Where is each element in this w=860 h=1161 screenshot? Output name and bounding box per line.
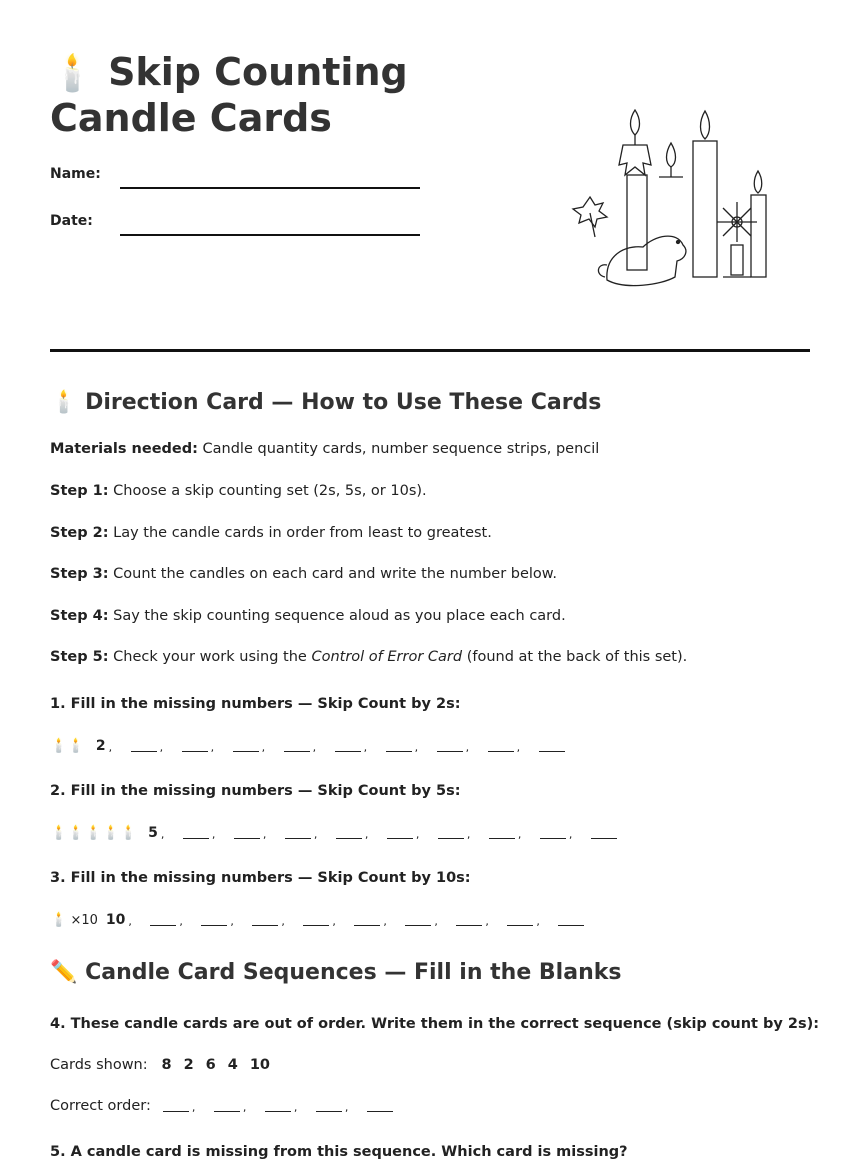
comma: , — [262, 828, 267, 841]
step-text: Say the skip counting sequence aloud as you place each card. — [108, 608, 566, 624]
comma: , — [230, 915, 234, 928]
card-value: 4 — [227, 1057, 238, 1073]
comma: , — [179, 915, 183, 928]
blank-group — [131, 741, 565, 754]
answer-blank[interactable] — [201, 924, 227, 926]
candle-illustration — [565, 105, 780, 295]
question-1-sequence — [50, 738, 565, 754]
answer-blank[interactable] — [438, 837, 464, 839]
sequence-start: 10 — [105, 912, 126, 928]
comma: , — [191, 1101, 196, 1114]
sequences-heading — [50, 960, 621, 985]
answer-blank[interactable] — [387, 837, 413, 839]
comma: , — [344, 1101, 349, 1114]
step-label: Step 2: — [50, 525, 109, 541]
question-4-prompt: 4. These candle cards are out of order. Write them in the correct sequence (skip count by 2s): — [50, 1016, 820, 1032]
step-text: Check your work using the — [108, 649, 312, 665]
comma: , — [159, 741, 164, 754]
answer-blank[interactable] — [163, 1110, 189, 1112]
comma: , — [466, 828, 471, 841]
comma: , — [517, 828, 522, 841]
date-label: Date: — [50, 213, 93, 229]
step-label: Step 4: — [50, 608, 109, 624]
step-1 — [50, 483, 427, 499]
comma: , — [281, 915, 285, 928]
question-3-sequence — [50, 912, 584, 928]
comma: , — [568, 828, 573, 841]
question-2-sequence — [50, 825, 617, 841]
question-1-prompt: 1. Fill in the missing numbers — Skip Count by 2s: — [50, 696, 461, 712]
answer-blank[interactable] — [367, 1110, 393, 1112]
step-label: Step 3: — [50, 566, 109, 582]
comma: , — [434, 915, 438, 928]
answer-blank[interactable] — [234, 837, 260, 839]
cards-shown-line — [50, 1057, 282, 1073]
comma: , — [536, 915, 540, 928]
comma: , — [242, 1101, 247, 1114]
card-value: 10 — [249, 1057, 271, 1073]
answer-blank[interactable] — [131, 750, 157, 752]
title-line-2: Candle Cards — [50, 96, 332, 140]
sequence-start: 2 — [95, 738, 106, 754]
multiplier: ×10 — [70, 913, 98, 928]
blank-group — [163, 1101, 393, 1114]
answer-blank[interactable] — [489, 837, 515, 839]
comma: , — [128, 915, 132, 928]
blank-group — [150, 915, 584, 928]
answer-blank[interactable] — [335, 750, 361, 752]
direction-heading-text: Direction Card — How to Use These Cards — [85, 390, 602, 415]
card-value: 6 — [205, 1057, 216, 1073]
answer-blank[interactable] — [285, 837, 311, 839]
comma: , — [364, 828, 369, 841]
comma: , — [383, 915, 387, 928]
answer-blank[interactable] — [539, 750, 565, 752]
candle-icon: 🕯️ — [50, 53, 95, 94]
cards-shown-label: Cards shown: — [50, 1057, 148, 1073]
answer-blank[interactable] — [182, 750, 208, 752]
candle-icon: 🕯️ — [50, 390, 78, 415]
page-title — [50, 50, 408, 140]
comma: , — [312, 741, 317, 754]
materials-text: Candle quantity cards, number sequence strips, pencil — [197, 441, 600, 457]
pencil-icon: ✏️ — [50, 960, 78, 985]
card-value: 2 — [183, 1057, 194, 1073]
answer-blank[interactable] — [540, 837, 566, 839]
cards-list — [161, 1057, 282, 1073]
question-2-prompt: 2. Fill in the missing numbers — Skip Count by 5s: — [50, 783, 461, 799]
step-label: Step 5: — [50, 649, 109, 665]
answer-blank[interactable] — [437, 750, 463, 752]
name-label: Name: — [50, 166, 101, 182]
answer-blank[interactable] — [405, 924, 431, 926]
name-field[interactable] — [120, 187, 420, 189]
flame-icon — [631, 110, 640, 135]
comma: , — [414, 741, 419, 754]
correct-order-line — [50, 1098, 393, 1114]
section-divider — [50, 349, 810, 352]
step-label: Step 1: — [50, 483, 109, 499]
comma: , — [261, 741, 266, 754]
comma: , — [415, 828, 420, 841]
comma: , — [293, 1101, 298, 1114]
answer-blank[interactable] — [456, 924, 482, 926]
answer-blank[interactable] — [233, 750, 259, 752]
candle-icon: 🕯️🕯️ — [50, 738, 85, 754]
direction-heading — [50, 390, 601, 415]
answer-blank[interactable] — [252, 924, 278, 926]
comma: , — [108, 741, 113, 754]
question-5-prompt: 5. A candle card is missing from this sequence. Which card is missing? — [50, 1144, 628, 1160]
answer-blank[interactable] — [303, 924, 329, 926]
comma: , — [465, 741, 470, 754]
answer-blank[interactable] — [386, 750, 412, 752]
comma: , — [313, 828, 318, 841]
comma: , — [516, 741, 521, 754]
title-line-1: Skip Counting — [108, 50, 408, 94]
step-3 — [50, 566, 557, 582]
step-4 — [50, 608, 566, 624]
answer-blank[interactable] — [354, 924, 380, 926]
answer-blank[interactable] — [488, 750, 514, 752]
step-text: Lay the candle cards in order from least to greatest. — [108, 525, 492, 541]
answer-blank[interactable] — [316, 1110, 342, 1112]
answer-blank[interactable] — [591, 837, 617, 839]
answer-blank[interactable] — [507, 924, 533, 926]
answer-blank[interactable] — [265, 1110, 291, 1112]
date-field[interactable] — [120, 234, 420, 236]
answer-blank[interactable] — [183, 837, 209, 839]
step-text: (found at the back of this set). — [462, 649, 688, 665]
comma: , — [160, 828, 165, 841]
comma: , — [363, 741, 368, 754]
answer-blank[interactable] — [214, 1110, 240, 1112]
correct-order-label: Correct order: — [50, 1098, 151, 1114]
materials-line — [50, 441, 599, 457]
sequence-start: 5 — [148, 825, 158, 841]
card-value: 8 — [161, 1057, 172, 1073]
blank-group — [183, 828, 617, 841]
question-3-prompt: 3. Fill in the missing numbers — Skip Count by 10s: — [50, 870, 471, 886]
answer-blank[interactable] — [336, 837, 362, 839]
answer-blank[interactable] — [284, 750, 310, 752]
candle-icon: 🕯️ — [50, 912, 68, 928]
sequences-heading-text: Candle Card Sequences — Fill in the Blanks — [85, 960, 622, 985]
comma: , — [485, 915, 489, 928]
comma: , — [211, 828, 216, 841]
comma: , — [332, 915, 336, 928]
step-text: Choose a skip counting set (2s, 5s, or 10s). — [108, 483, 427, 499]
candle-icon: 🕯️🕯️🕯️🕯️🕯️ — [50, 825, 138, 841]
control-card-name: Control of Error Card — [311, 649, 463, 665]
step-5 — [50, 649, 687, 665]
comma: , — [210, 741, 215, 754]
answer-blank[interactable] — [150, 924, 176, 926]
materials-label: Materials needed: — [50, 441, 198, 457]
step-2 — [50, 525, 492, 541]
answer-blank[interactable] — [558, 924, 584, 926]
step-text: Count the candles on each card and write the number below. — [108, 566, 557, 582]
